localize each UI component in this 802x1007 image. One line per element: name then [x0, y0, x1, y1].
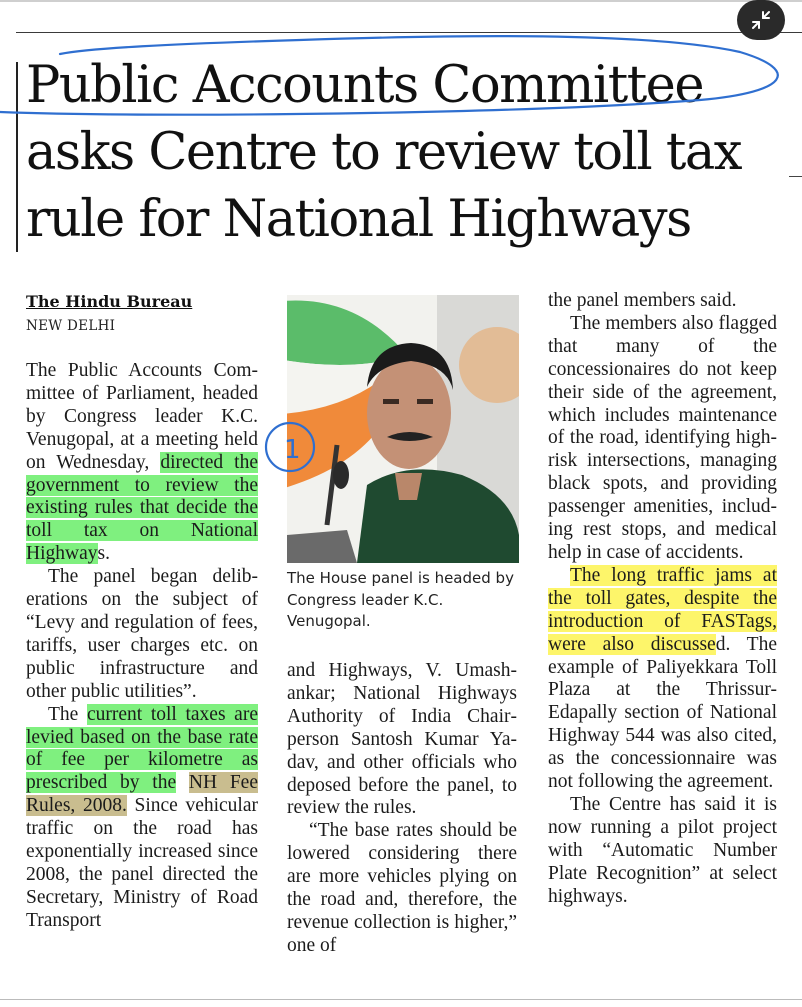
top-rule [16, 32, 802, 33]
highlight: directed the government to review the existing rules that decide the toll tax on National Highway [26, 451, 259, 565]
highlight: The long traffic jams at the toll gates, despite the introduction of FASTags, were also discusse [548, 564, 777, 655]
highlight: current toll taxes are levied based on the base rate of fee per kilometre as prescribed by the [26, 703, 258, 794]
annotation-number: 1 [284, 435, 301, 465]
exit-fullscreen-button[interactable] [737, 0, 785, 40]
paragraph: The current toll taxes are levied based on the base rate of fee per kilometre as prescribed by the NH Fee Rules, 2008. Since vehicular traffic on the road has exponentially increased since 2008, the panel directed the Secretary, Ministry of Road Transport [26, 703, 258, 931]
headline [26, 52, 796, 253]
paragraph: and Highways, V. Umashankar; National Highways Authority of India Chairperson Santosh Kumar Yadav, and other officials who deposed before the panel, to review the rules. [287, 660, 517, 819]
headline-line: rule for National Highways [26, 190, 691, 249]
byline: The Hindu Bureau [26, 292, 193, 311]
paragraph: The members also flagged that many of the concessionaires do not keep their side of the agreement, which includes maintenance of the road, identifying high-risk intersections, managing black spots, and providing passenger amenities, including rest stops, and medical help in case of accidents. [548, 312, 777, 563]
headline-line: Public Accounts Committee [26, 56, 704, 115]
article-photo [287, 295, 519, 563]
highlight: NH Fee Rules, 2008. [26, 772, 258, 817]
headline-line: asks Centre to review toll tax [26, 123, 742, 182]
article-column-3 [548, 290, 777, 908]
bottom-rule [0, 999, 802, 1000]
collapse-arrows-icon [750, 9, 772, 31]
paragraph: The panel began deliberations on the subject of “Levy and regulation of fees, tariffs, user charges etc. on public infrastructure and other public utilities”. [26, 566, 258, 702]
photo-caption: The House panel is headed by Congress leader K.C. Venugopal. [287, 569, 514, 630]
article-column-2 [287, 660, 517, 958]
paragraph: The long traffic jams at the toll gates, despite the introduction of FASTags, were also discussed. The example of Paliyekkara Toll Plaza at the Thrissur-Edapally section of National Highway 544 was also cited, as the concessionnaire was not following the agreement. [548, 564, 777, 793]
photo-venugopal [287, 295, 519, 563]
paragraph: The Centre has said it is now running a pilot project with “Automatic Number Plate Recognition” at select highways. [548, 793, 777, 907]
dateline: NEW DELHI [26, 318, 116, 334]
top-border [0, 0, 802, 2]
headline-side-rule [16, 62, 18, 252]
article-column-1 [26, 360, 258, 933]
paragraph: The Public Accounts Committee of Parliament, headed by Congress leader K.C. Venugopal, at a meeting held on Wednesday, directed the government to review the existing rules that decide the toll tax on National Highways. [26, 360, 259, 565]
paragraph: “The base rates should be lowered considering there are more vehicles plying on the road and, therefore, the revenue collection is higher,” one of [287, 820, 517, 956]
paragraph: the panel members said. [548, 290, 737, 311]
